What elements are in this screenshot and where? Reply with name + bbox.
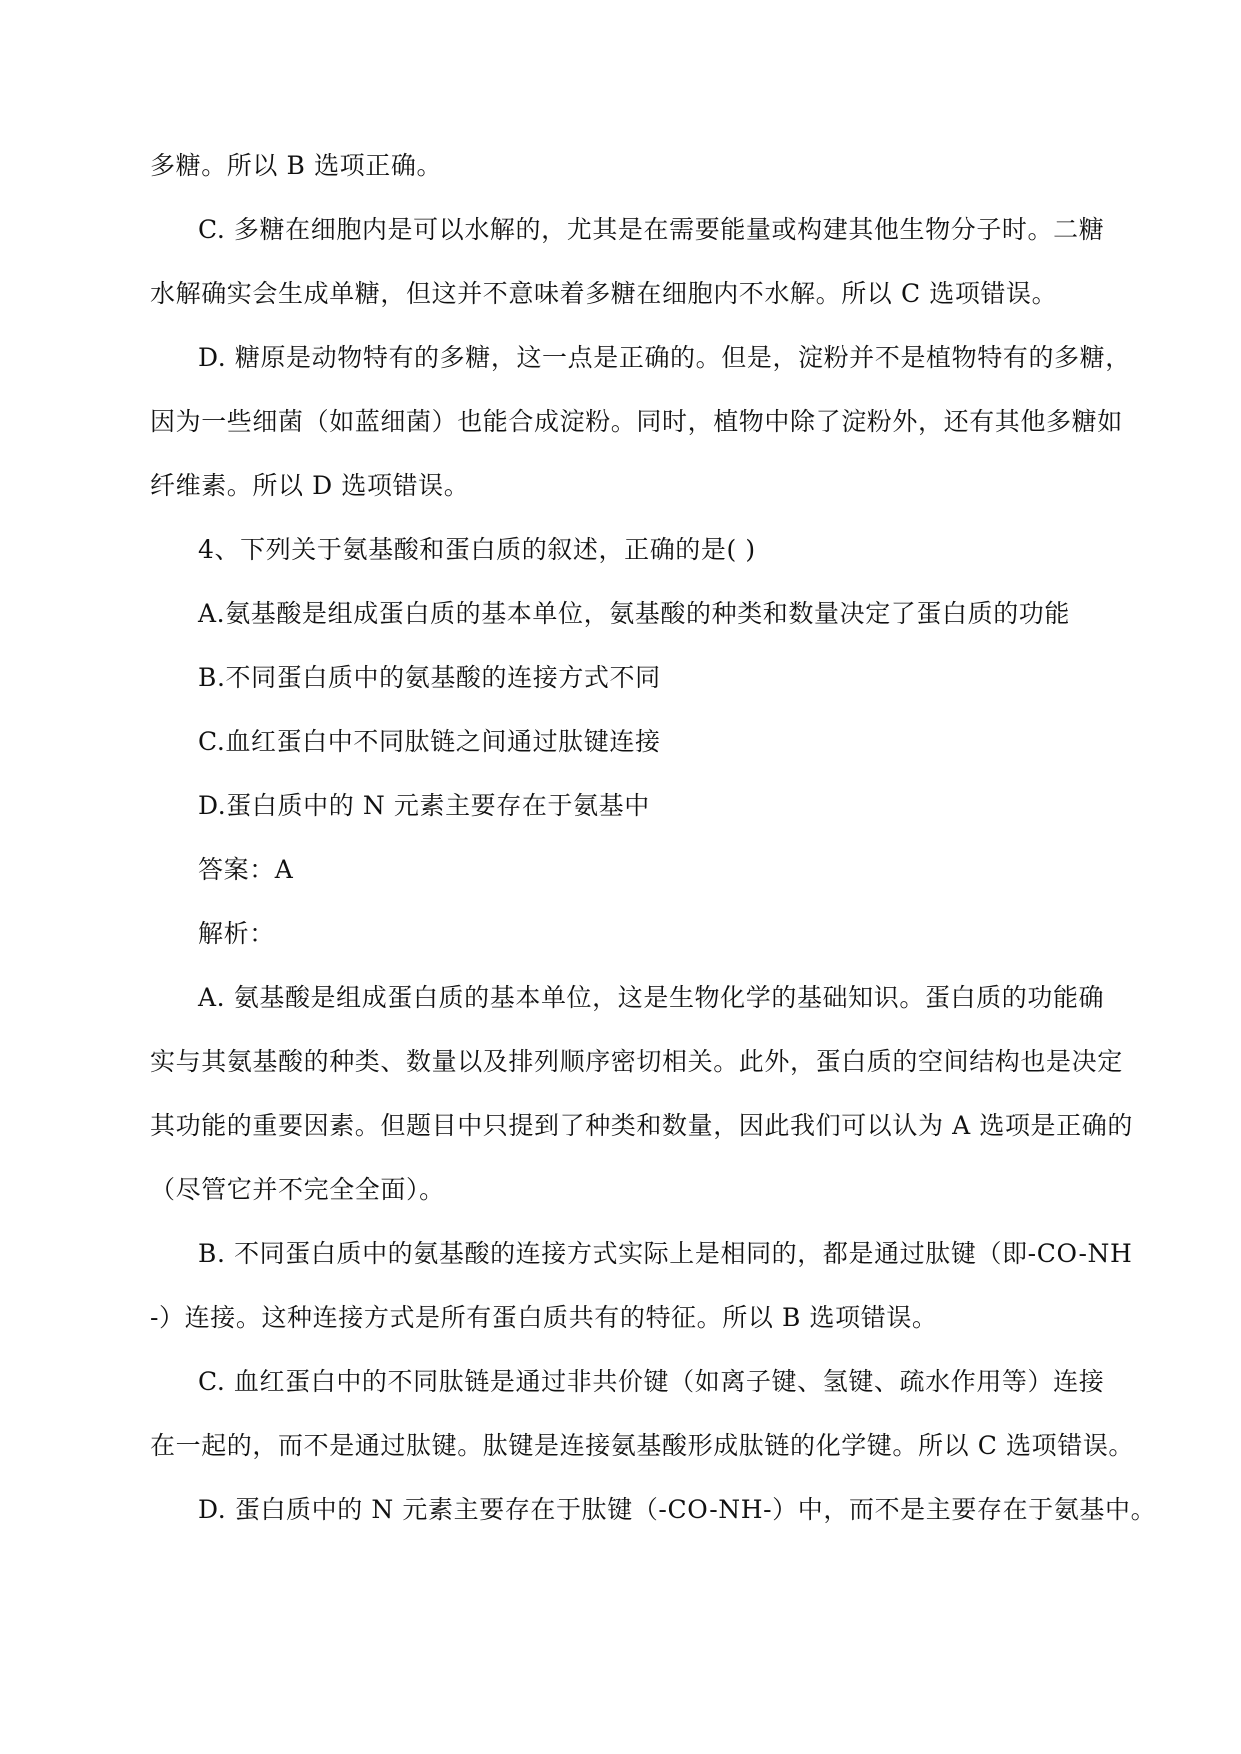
- text-line-explain-c-end: 在一起的，而不是通过肽键。肽键是连接氨基酸形成肽链的化学键。所以 C 选项错误。: [150, 1431, 1135, 1460]
- text-line-explain-a-cont2: 其功能的重要因素。但题目中只提到了种类和数量，因此我们可以认为 A 选项是正确的: [150, 1111, 1133, 1140]
- question-stem: 4、下列关于氨基酸和蛋白质的叙述，正确的是( ): [198, 535, 756, 564]
- answer-line: 答案：A: [198, 855, 294, 884]
- text-line-continuation: 多糖。所以 B 选项正确。: [150, 151, 443, 180]
- option-a: A.氨基酸是组成蛋白质的基本单位，氨基酸的种类和数量决定了蛋白质的功能: [198, 599, 1071, 628]
- analysis-heading: 解析：: [198, 919, 275, 948]
- text-line-explain-c: C. 血红蛋白中的不同肽链是通过非共价键（如离子键、氢键、疏水作用等）连接: [198, 1367, 1105, 1396]
- text-line-analysis-c-cont: 水解确实会生成单糖，但这并不意味着多糖在细胞内不水解。所以 C 选项错误。: [150, 279, 1058, 308]
- text-line-explain-b: B. 不同蛋白质中的氨基酸的连接方式实际上是相同的，都是通过肽键（即-CO-NH: [198, 1239, 1133, 1268]
- option-d: D.蛋白质中的 N 元素主要存在于氨基中: [198, 791, 650, 820]
- text-line-analysis-d-end: 纤维素。所以 D 选项错误。: [150, 471, 470, 500]
- text-line-explain-a-cont1: 实与其氨基酸的种类、数量以及排列顺序密切相关。此外，蛋白质的空间结构也是决定: [150, 1047, 1123, 1076]
- text-line-analysis-c: C. 多糖在细胞内是可以水解的，尤其是在需要能量或构建其他生物分子时。二糖: [198, 215, 1105, 244]
- text-line-explain-a-end: （尽管它并不完全全面）。: [150, 1175, 445, 1204]
- text-line-analysis-d-cont: 因为一些细菌（如蓝细菌）也能合成淀粉。同时，植物中除了淀粉外，还有其他多糖如: [150, 407, 1123, 436]
- text-line-explain-d: D. 蛋白质中的 N 元素主要存在于肽键（-CO-NH-）中，而不是主要存在于氨基中。: [198, 1495, 1157, 1524]
- option-c: C.血红蛋白中不同肽链之间通过肽键连接: [198, 727, 661, 756]
- text-line-analysis-d: D. 糖原是动物特有的多糖，这一点是正确的。但是，淀粉并不是植物特有的多糖，: [198, 343, 1131, 372]
- text-line-explain-b-end: -）连接。这种连接方式是所有蛋白质共有的特征。所以 B 选项错误。: [150, 1303, 938, 1332]
- text-line-explain-a: A. 氨基酸是组成蛋白质的基本单位，这是生物化学的基础知识。蛋白质的功能确: [198, 983, 1105, 1012]
- option-b: B.不同蛋白质中的氨基酸的连接方式不同: [198, 663, 661, 692]
